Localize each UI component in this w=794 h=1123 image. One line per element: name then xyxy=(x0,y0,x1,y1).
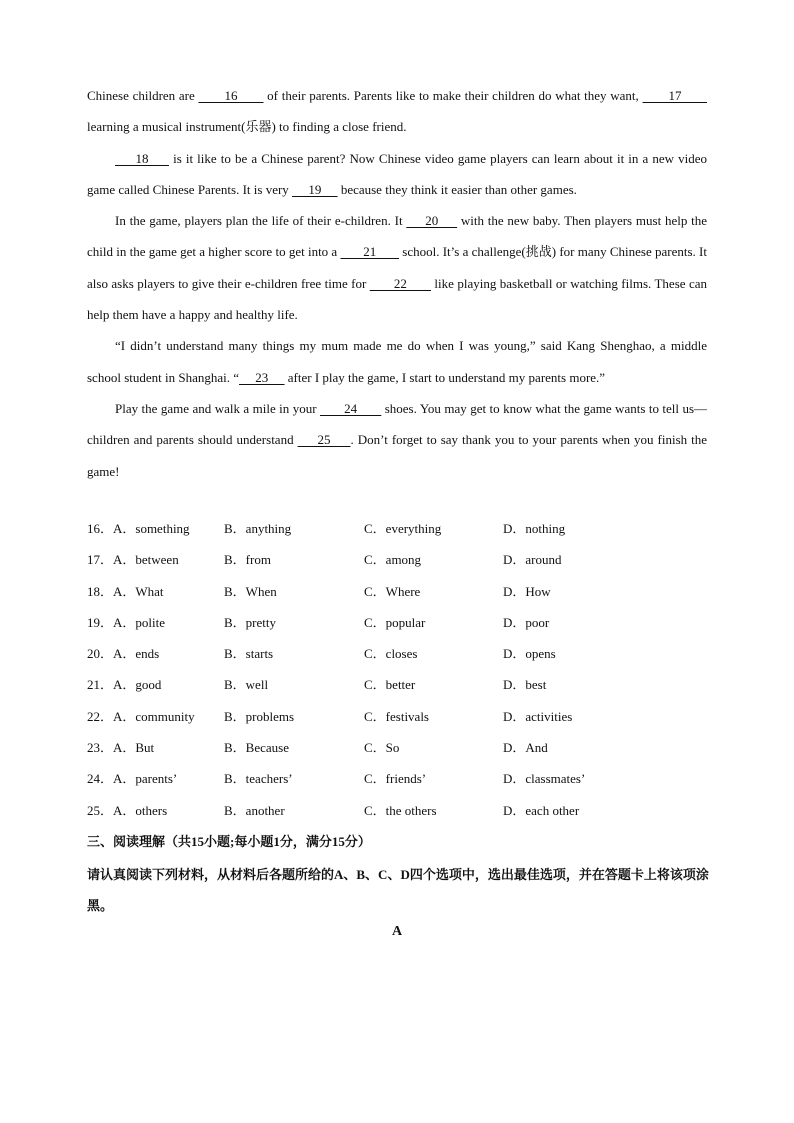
question-22-options xyxy=(87,704,717,735)
question-24-options xyxy=(87,766,717,797)
option-a: 18．A．What xyxy=(87,583,164,599)
option-b: B．starts xyxy=(224,646,274,662)
option-c: C．festivals xyxy=(364,708,429,724)
text: is it like to be a Chinese parent? Now Chinese video game players can learn about it in a new video game called Chinese Parents. It is very xyxy=(87,150,708,197)
option-c: C．Where xyxy=(364,583,421,599)
option-c: C．the others xyxy=(364,802,437,818)
option-b: B．Because xyxy=(224,740,289,756)
paragraph-4 xyxy=(87,330,707,393)
option-d: D．best xyxy=(503,677,547,693)
option-a: 19．A．polite xyxy=(87,614,165,630)
option-a: 20．A．ends xyxy=(87,646,160,662)
question-23-options xyxy=(87,735,717,766)
option-c: C．everything xyxy=(364,521,442,536)
text: after I play the game, I start to understand my parents more.” xyxy=(284,369,606,385)
option-a: 24．A．parents’ xyxy=(87,771,178,787)
text: learning a musical instrument(乐器) to finding a close friend. xyxy=(87,119,407,135)
option-b: B．well xyxy=(224,677,269,693)
reading-section xyxy=(87,829,717,921)
paragraph-2 xyxy=(87,143,707,206)
blank-25: 25 xyxy=(297,432,351,448)
text: . Don’t forget to say thank you to your parents when you finish the game! xyxy=(87,432,707,479)
blank-24: 24 xyxy=(320,400,382,416)
option-d: D．poor xyxy=(503,614,550,630)
option-d: D．opens xyxy=(503,646,556,662)
blank-17: 17 xyxy=(642,88,708,103)
blank-22: 22 xyxy=(369,275,431,291)
question-16-options xyxy=(87,516,717,547)
blank-21: 21 xyxy=(340,244,400,260)
question-19-options xyxy=(87,610,717,641)
option-d: D．activities xyxy=(503,708,573,724)
option-d: D．around xyxy=(503,552,562,568)
text: Chinese children are xyxy=(87,88,199,103)
text: Play the game and walk a mile in your xyxy=(115,400,321,416)
text: of their parents. Parents like to make their children do what they want, xyxy=(263,88,643,103)
answer-options xyxy=(87,516,717,829)
option-c: C．better xyxy=(364,677,416,693)
option-d: D．And xyxy=(503,740,548,756)
text: with the new baby. Then players must help the child in the game get a higher score to get into a xyxy=(87,213,707,260)
text: “I didn’t understand many things my mum made me do when I was young,” said Kang Shenghao, a middle school student in Shanghai. “ xyxy=(87,338,707,385)
option-d: D．How xyxy=(503,583,551,599)
option-a: 17．A．between xyxy=(87,552,179,568)
option-d: D．classmates’ xyxy=(503,771,586,787)
paragraph-5 xyxy=(87,393,707,487)
blank-18: 18 xyxy=(115,150,169,166)
option-d: D．nothing xyxy=(503,521,566,536)
passage-a-heading: A xyxy=(391,924,403,939)
section-instruction: 请认真阅读下列材料，从材料后各题所给的A、B、C、D四个选项中，选出最佳选项，并在答题卡上将该项涂黑。 xyxy=(87,867,709,913)
question-25-options xyxy=(87,798,717,829)
question-20-options xyxy=(87,641,717,672)
text: In the game, players plan the life of their e-children. It xyxy=(115,213,407,229)
question-21-options xyxy=(87,672,717,703)
cloze-passage xyxy=(87,80,707,487)
option-a: 21．A．good xyxy=(87,677,162,693)
option-b: B．anything xyxy=(224,521,292,536)
option-b: B．from xyxy=(224,552,271,568)
option-c: C．So xyxy=(364,740,400,756)
paragraph-1 xyxy=(87,80,707,143)
option-a: 25．A．others xyxy=(87,802,168,818)
section-title: 三、阅读理解（共15小题;每小题1分，满分15分） xyxy=(87,834,371,849)
text: shoes. You may get to know what the game wants to tell us—children and parents should understand xyxy=(87,400,707,448)
option-c: C．friends’ xyxy=(364,771,427,787)
blank-23: 23 xyxy=(239,369,285,385)
text: school. It’s a challenge(挑战) for many Chinese parents. It also asks players to give their e-children free time for xyxy=(87,244,707,291)
option-b: B．another xyxy=(224,802,285,818)
blank-16: 16 xyxy=(198,88,264,103)
question-17-options xyxy=(87,547,717,578)
option-c: C．popular xyxy=(364,614,426,630)
blank-20: 20 xyxy=(406,213,458,229)
option-a: 16．A．something xyxy=(87,521,190,536)
option-c: C．among xyxy=(364,552,422,568)
option-c: C．closes xyxy=(364,646,418,662)
option-b: B．teachers’ xyxy=(224,771,293,787)
option-b: B．pretty xyxy=(224,614,276,630)
question-18-options xyxy=(87,579,717,610)
option-b: B．When xyxy=(224,583,277,599)
option-a: 22．A．community xyxy=(87,708,195,724)
text: because they think it easier than other games. xyxy=(337,181,577,197)
paragraph-3 xyxy=(87,205,707,330)
option-b: B．problems xyxy=(224,708,295,724)
blank-19: 19 xyxy=(292,181,338,197)
text: like playing basketball or watching films. These can help them have a happy and healthy life. xyxy=(87,275,707,323)
option-a: 23．A．But xyxy=(87,740,155,756)
option-d: D．each other xyxy=(503,802,580,818)
